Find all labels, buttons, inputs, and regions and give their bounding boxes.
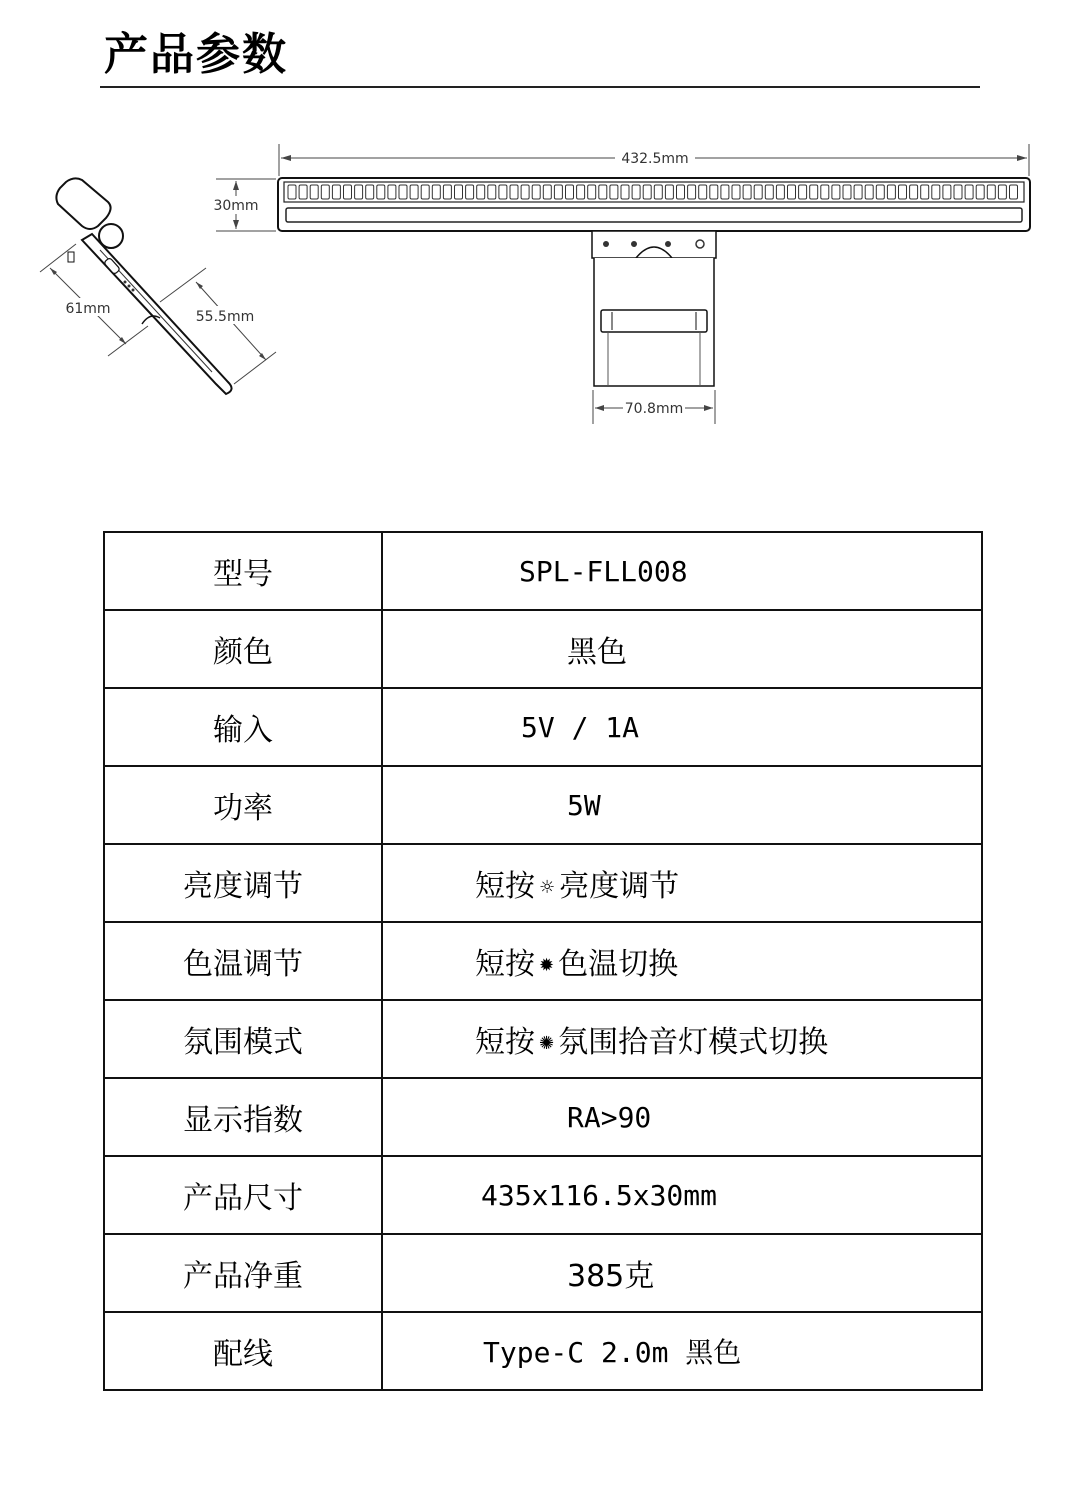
led-cell [643, 185, 651, 199]
led-cell [998, 185, 1006, 199]
ambient-button-icon: ✺ [539, 1033, 555, 1054]
led-cell [388, 185, 396, 199]
spec-value-text: SPL-FLL008 [519, 554, 688, 588]
led-cell [754, 185, 762, 199]
led-cell [965, 185, 973, 199]
spec-label-model: 型号 [104, 532, 382, 610]
spec-value-text: RA>90 [567, 1100, 652, 1134]
led-cell [499, 185, 507, 199]
led-cell [976, 185, 984, 199]
spec-value-input [382, 688, 982, 766]
table-row [104, 688, 982, 766]
led-cell [654, 185, 662, 199]
led-cell [832, 185, 840, 199]
length-dimension-label: 432.5mm [621, 151, 689, 167]
led-cell [421, 185, 429, 199]
spec-value-brightness [382, 844, 982, 922]
led-cell [554, 185, 562, 199]
press-instruction: 短按 [475, 869, 535, 904]
spec-value-cri [382, 1078, 982, 1156]
button-dot-2-icon [631, 241, 637, 247]
spec-label-color: 颜色 [104, 610, 382, 688]
led-cell [910, 185, 918, 199]
led-cell [399, 185, 407, 199]
table-row [104, 610, 982, 688]
spec-value-color: 黑色 [382, 610, 982, 688]
led-cell [688, 185, 696, 199]
spec-label-ambient: 氛围模式 [104, 1000, 382, 1078]
led-cell [366, 185, 374, 199]
spec-label-cri: 显示指数 [104, 1078, 382, 1156]
led-cell [299, 185, 307, 199]
table-row [104, 922, 982, 1000]
led-cell [599, 185, 607, 199]
led-cell [743, 185, 751, 199]
press-instruction: 短按 [475, 947, 535, 982]
led-cell [532, 185, 540, 199]
product-dimension-drawing [0, 0, 1080, 480]
led-cell [543, 185, 551, 199]
led-cell [332, 185, 340, 199]
spec-value-size [382, 1156, 982, 1234]
side-dimension-a-label: 61mm [65, 301, 111, 317]
table-row [104, 1000, 982, 1078]
spec-value-text: 5W [567, 788, 601, 822]
spec-value-text: 色温切换 [558, 947, 679, 982]
led-cell [765, 185, 773, 199]
diffuser [286, 208, 1022, 222]
spec-label-weight: 产品净重 [104, 1234, 382, 1312]
led-cell [410, 185, 418, 199]
led-cell [776, 185, 784, 199]
led-cell [632, 185, 640, 199]
spec-value-cable [382, 1312, 982, 1390]
led-cell [788, 185, 796, 199]
led-cell [821, 185, 829, 199]
led-cell [732, 185, 740, 199]
led-cell [899, 185, 907, 199]
table-row [104, 532, 982, 610]
button-dot-1-icon [603, 241, 609, 247]
clip-width-dimension-label: 70.8mm [624, 401, 684, 417]
led-cell [1010, 185, 1018, 199]
spec-label-brightness: 亮度调节 [104, 844, 382, 922]
spec-value-color-temp [382, 922, 982, 1000]
led-cell [355, 185, 363, 199]
spec-label-size: 产品尺寸 [104, 1156, 382, 1234]
height-dimension-label: 30mm [213, 198, 259, 214]
led-cell [799, 185, 807, 199]
led-cell [377, 185, 385, 199]
spec-label-input: 输入 [104, 688, 382, 766]
table-row [104, 1312, 982, 1390]
page-title: 产品参数 [104, 29, 288, 80]
led-cell [699, 185, 707, 199]
led-cell [987, 185, 995, 199]
side-dimension-b-label: 55.5mm [195, 309, 255, 325]
led-cell [432, 185, 440, 199]
led-cell [621, 185, 629, 199]
led-cell [455, 185, 463, 199]
led-cell [876, 185, 884, 199]
led-cell [344, 185, 352, 199]
spec-value-text: 亮度调节 [559, 869, 680, 904]
led-cell [577, 185, 585, 199]
led-cell [477, 185, 485, 199]
led-cell [510, 185, 518, 199]
table-row [104, 1156, 982, 1234]
color-temp-button-icon: ✹ [539, 955, 555, 976]
spec-table [103, 531, 983, 1391]
led-cell [665, 185, 673, 199]
spec-value-model [382, 532, 982, 610]
led-cell [310, 185, 318, 199]
control-panel [592, 231, 716, 258]
spec-value-ambient [382, 1000, 982, 1078]
led-cell [677, 185, 685, 199]
led-cell [865, 185, 873, 199]
led-cell [610, 185, 618, 199]
led-cell [521, 185, 529, 199]
table-row [104, 766, 982, 844]
table-row [104, 844, 982, 922]
led-cell [887, 185, 895, 199]
led-cell [466, 185, 474, 199]
table-row [104, 1078, 982, 1156]
led-cell [710, 185, 718, 199]
led-cell [943, 185, 951, 199]
clip-hinge [601, 310, 707, 332]
led-cell [954, 185, 962, 199]
led-cell [443, 185, 451, 199]
spec-value-text: Type-C 2.0m 黑色 [483, 1336, 742, 1369]
led-cell [321, 185, 329, 199]
led-cell [721, 185, 729, 199]
spec-label-power: 功率 [104, 766, 382, 844]
brightness-button-icon: ☼ [539, 877, 556, 898]
led-cell [843, 185, 851, 199]
table-row [104, 1234, 982, 1312]
led-cell [932, 185, 940, 199]
led-cell [288, 185, 296, 199]
led-cell [921, 185, 929, 199]
spec-value-text: 氛围拾音灯模式切换 [558, 1025, 829, 1060]
button-dot-3-icon [665, 241, 671, 247]
led-cell [854, 185, 862, 199]
led-cell [488, 185, 496, 199]
spec-value-text: 5V / 1A [521, 710, 640, 744]
spec-value-power [382, 766, 982, 844]
led-cell [566, 185, 574, 199]
led-cell [588, 185, 596, 199]
spec-label-cable: 配线 [104, 1312, 382, 1390]
led-cell [810, 185, 818, 199]
press-instruction: 短按 [475, 1025, 535, 1060]
spec-value-weight: 385克 [382, 1234, 982, 1312]
spec-value-text: 435x116.5x30mm [481, 1178, 718, 1212]
spec-label-color-temp: 色温调节 [104, 922, 382, 1000]
